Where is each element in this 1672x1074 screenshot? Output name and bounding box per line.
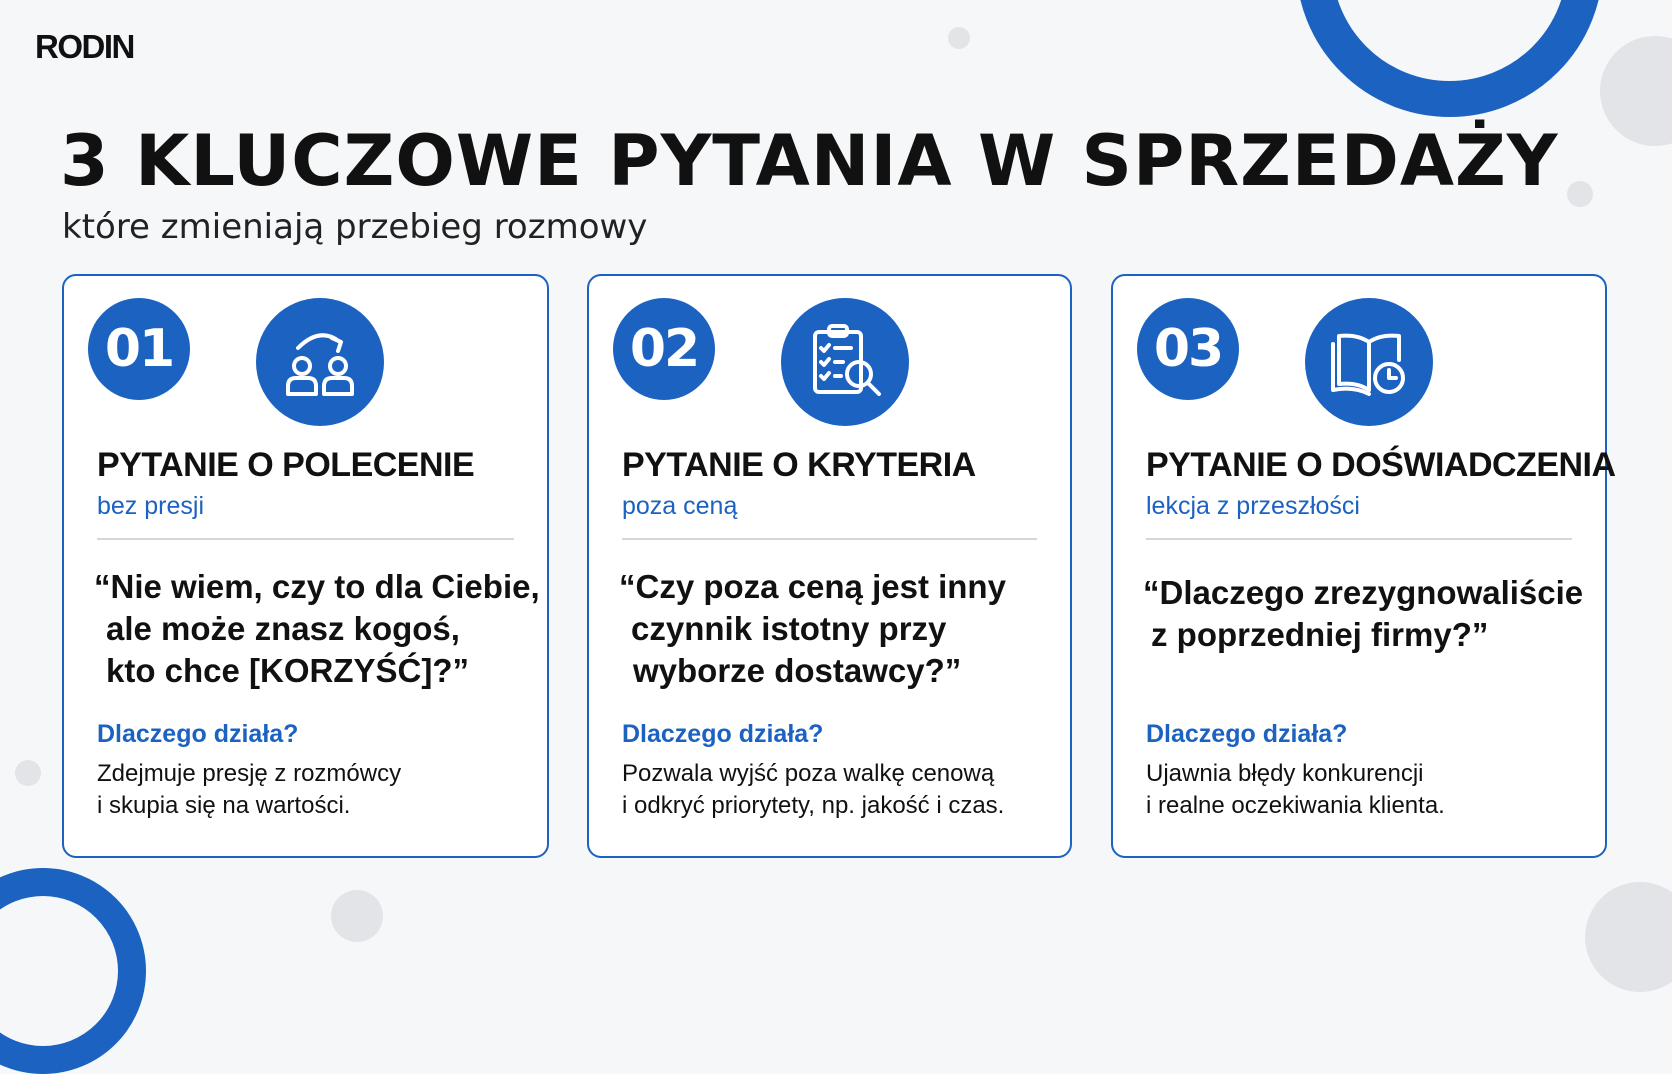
quote-line: czynnik istotny przy <box>631 610 947 647</box>
why-line: Zdejmuje presję z rozmówcy <box>97 760 402 787</box>
page-subtitle: które zmieniają przebieg rozmowy <box>62 207 648 247</box>
card-divider <box>97 538 514 540</box>
card-number-badge: 01 <box>88 298 190 400</box>
why-text <box>622 758 1004 822</box>
people-referral-icon <box>256 298 384 426</box>
question-card-1 <box>62 274 549 858</box>
brand-logo: RODIN <box>35 28 134 65</box>
decorative-ring-top <box>1296 0 1603 117</box>
decorative-dot <box>948 27 970 49</box>
why-text <box>1146 758 1445 822</box>
quote-line: “Dlaczego zrezygnowaliście <box>1143 574 1584 611</box>
quote-line: z poprzedniej firmy?” <box>1151 616 1489 653</box>
book-clock-icon <box>1305 298 1433 426</box>
card-title: PYTANIE O DOŚWIADCZENIA <box>1146 446 1616 484</box>
card-header <box>1137 298 1581 428</box>
card-divider <box>1146 538 1572 540</box>
question-card-2 <box>587 274 1072 858</box>
card-header <box>88 298 523 428</box>
page-title: 3 KLUCZOWE PYTANIA W SPRZEDAŻY <box>60 120 1559 202</box>
card-number-badge: 02 <box>613 298 715 400</box>
decorative-dot <box>331 890 383 942</box>
quote-line: kto chce [KORZYŚĆ]?” <box>106 652 470 689</box>
card-header <box>613 298 1046 428</box>
why-label: Dlaczego działa? <box>1146 720 1348 748</box>
why-line: i skupia się na wartości. <box>97 792 351 819</box>
card-quote <box>94 566 540 692</box>
decorative-ring-bottom <box>0 868 146 1074</box>
card-title: PYTANIE O KRYTERIA <box>622 446 976 484</box>
card-quote <box>619 566 1050 692</box>
decorative-dot <box>15 760 41 786</box>
why-line: Ujawnia błędy konkurencji <box>1146 760 1424 787</box>
card-subtitle: bez presji <box>97 492 204 520</box>
clipboard-search-icon <box>781 298 909 426</box>
why-label: Dlaczego działa? <box>622 720 824 748</box>
quote-line: wyborze dostawcy?” <box>633 652 962 689</box>
decorative-dot <box>1567 181 1593 207</box>
decorative-dot <box>1600 36 1672 146</box>
card-quote <box>1143 572 1585 656</box>
question-card-3 <box>1111 274 1616 858</box>
why-label: Dlaczego działa? <box>97 720 299 748</box>
why-line: Pozwala wyjść poza walkę cenową <box>622 760 995 787</box>
why-line: i odkryć priorytety, np. jakość i czas. <box>622 792 1005 819</box>
decorative-dot <box>1585 882 1672 992</box>
card-subtitle: lekcja z przeszłości <box>1146 492 1360 520</box>
card-number-badge: 03 <box>1137 298 1239 400</box>
quote-line: “Czy poza ceną jest inny <box>619 568 1006 605</box>
why-text <box>97 758 401 822</box>
why-line: i realne oczekiwania klienta. <box>1146 792 1445 819</box>
card-title: PYTANIE O POLECENIE <box>97 446 475 484</box>
card-divider <box>622 538 1037 540</box>
quote-line: “Nie wiem, czy to dla Ciebie, <box>94 568 540 605</box>
card-subtitle: poza ceną <box>622 492 738 520</box>
quote-line: ale może znasz kogoś, <box>106 610 460 647</box>
